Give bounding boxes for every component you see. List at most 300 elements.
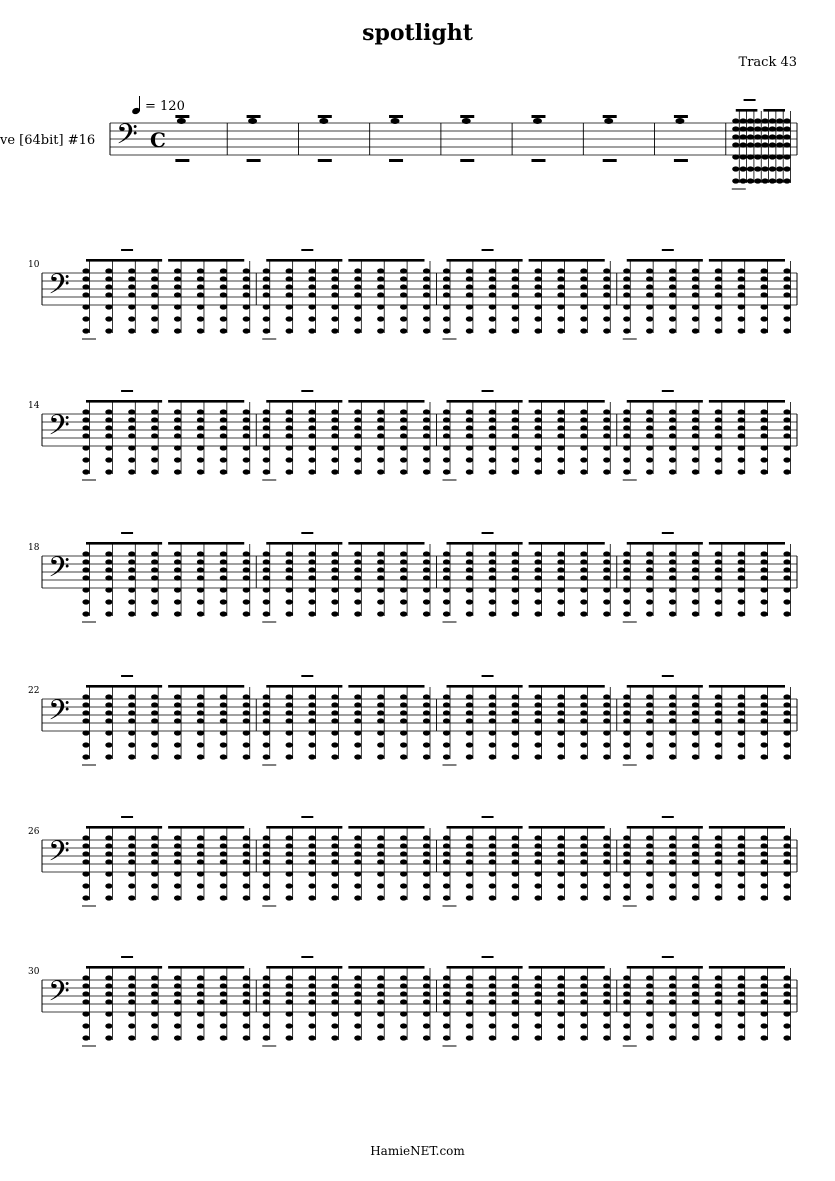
note-head [534, 999, 541, 1004]
note-head [377, 559, 384, 564]
note-head [377, 284, 384, 289]
note-head [761, 883, 768, 888]
note-head [715, 754, 722, 759]
note-head [105, 730, 112, 735]
note-head [692, 457, 699, 462]
note-head [738, 975, 745, 980]
note-head [692, 694, 699, 699]
note-head [747, 178, 754, 183]
note-head [512, 587, 519, 592]
note-head [423, 425, 430, 430]
note-head [197, 409, 204, 414]
note-head [174, 425, 181, 430]
note-head [646, 754, 653, 759]
note-head [308, 599, 315, 604]
note-head [400, 999, 407, 1004]
note-head [331, 871, 338, 876]
note-head [715, 469, 722, 474]
note-head [603, 575, 610, 580]
note-head [220, 433, 227, 438]
note-head [715, 457, 722, 462]
note-head [754, 142, 761, 147]
note-head [603, 1011, 610, 1016]
note-head [308, 469, 315, 474]
note-head [331, 883, 338, 888]
note-head [197, 742, 204, 747]
note-head [443, 587, 450, 592]
note-head [715, 417, 722, 422]
note-head [580, 276, 587, 281]
whole-rest [301, 532, 313, 534]
note-head [603, 284, 610, 289]
note-head [646, 587, 653, 592]
note-head [604, 118, 613, 124]
note-head [738, 304, 745, 309]
note-head [761, 559, 768, 564]
note-head [646, 433, 653, 438]
note-head [732, 118, 739, 123]
note-head [174, 328, 181, 333]
note-head [557, 409, 564, 414]
note-head [243, 843, 250, 848]
note-head [286, 851, 293, 856]
note-head [286, 316, 293, 321]
note-head [400, 1023, 407, 1028]
note-head [761, 425, 768, 430]
note-head [197, 851, 204, 856]
note-head [354, 575, 361, 580]
note-head [776, 142, 783, 147]
note-head [557, 843, 564, 848]
note-head [174, 316, 181, 321]
note-head [557, 1023, 564, 1028]
note-head [761, 587, 768, 592]
note-head [400, 567, 407, 572]
note-head [105, 316, 112, 321]
note-head [174, 304, 181, 309]
note-head [286, 859, 293, 864]
note-head [646, 567, 653, 572]
note-head [197, 559, 204, 564]
note-head [197, 567, 204, 572]
note-head [400, 292, 407, 297]
note-head [243, 469, 250, 474]
note-head [738, 316, 745, 321]
note-head [151, 694, 158, 699]
whole-rest [301, 390, 313, 392]
note-head [623, 316, 630, 321]
note-head [263, 304, 270, 309]
note-head [489, 328, 496, 333]
rest-mark [460, 159, 474, 162]
note-head [692, 883, 699, 888]
note-head [243, 559, 250, 564]
note-head [443, 742, 450, 747]
note-head [754, 166, 761, 171]
note-head [151, 754, 158, 759]
note-head [128, 702, 135, 707]
note-head [197, 445, 204, 450]
note-head [489, 991, 496, 996]
note-head [423, 567, 430, 572]
note-head [669, 551, 676, 556]
beam [168, 542, 244, 545]
note-head [174, 551, 181, 556]
rest-mark [318, 115, 332, 118]
note-head [331, 611, 338, 616]
note-head [489, 895, 496, 900]
whole-rest [301, 816, 313, 818]
note-head [761, 754, 768, 759]
note-head [557, 718, 564, 723]
note-head [783, 1011, 790, 1016]
note-head [580, 991, 587, 996]
note-head [286, 1011, 293, 1016]
note-head [692, 551, 699, 556]
note-head [377, 975, 384, 980]
note-head [263, 991, 270, 996]
note-head [243, 445, 250, 450]
note-head [739, 142, 746, 147]
note-head [400, 895, 407, 900]
note-head [286, 991, 293, 996]
note-head [128, 328, 135, 333]
note-head [783, 611, 790, 616]
note-head [738, 871, 745, 876]
note-head [534, 1023, 541, 1028]
note-head [783, 457, 790, 462]
beam [348, 259, 424, 262]
note-head [220, 1011, 227, 1016]
note-head [761, 142, 768, 147]
note-head [377, 835, 384, 840]
note-head [220, 694, 227, 699]
note-head [423, 835, 430, 840]
note-head [308, 718, 315, 723]
note-head [783, 991, 790, 996]
note-head [580, 567, 587, 572]
note-head [462, 118, 471, 124]
whole-rest [662, 390, 674, 392]
note-head [534, 567, 541, 572]
note-head [557, 851, 564, 856]
note-head [715, 316, 722, 321]
note-head [331, 469, 338, 474]
note-head [331, 284, 338, 289]
note-head [174, 975, 181, 980]
note-head [248, 118, 257, 124]
note-head [308, 292, 315, 297]
note-head [377, 328, 384, 333]
note-head [263, 425, 270, 430]
note-head [443, 851, 450, 856]
beam [168, 685, 244, 688]
note-head [783, 835, 790, 840]
note-head [466, 409, 473, 414]
note-head [308, 328, 315, 333]
note-head [603, 445, 610, 450]
note-head [105, 567, 112, 572]
note-head [105, 268, 112, 273]
note-head [443, 469, 450, 474]
note-head [377, 730, 384, 735]
note-head [354, 284, 361, 289]
note-head [331, 843, 338, 848]
note-head [220, 1035, 227, 1040]
note-head [151, 710, 158, 715]
note-head [761, 983, 768, 988]
note-head [603, 851, 610, 856]
note-head [308, 851, 315, 856]
note-head [197, 304, 204, 309]
note-head [197, 268, 204, 273]
note-head [489, 559, 496, 564]
note-head [286, 409, 293, 414]
note-head [243, 567, 250, 572]
note-head [534, 433, 541, 438]
note-head [354, 1035, 361, 1040]
note-head [151, 883, 158, 888]
beam [266, 826, 342, 829]
note-head [738, 433, 745, 438]
note-head [466, 754, 473, 759]
note-head [151, 575, 158, 580]
note-head [174, 445, 181, 450]
note-head [400, 991, 407, 996]
note-head [197, 433, 204, 438]
note-head [738, 587, 745, 592]
beam [168, 400, 244, 403]
note-head [174, 859, 181, 864]
note-head [623, 425, 630, 430]
note-head [783, 469, 790, 474]
note-head [174, 469, 181, 474]
note-head [197, 328, 204, 333]
note-head [286, 457, 293, 462]
note-head [286, 276, 293, 281]
note-head [82, 851, 89, 856]
note-head [489, 599, 496, 604]
note-head [174, 835, 181, 840]
note-head [331, 445, 338, 450]
note-head [512, 835, 519, 840]
note-head [423, 975, 430, 980]
note-head [243, 983, 250, 988]
note-head [534, 409, 541, 414]
note-head [400, 304, 407, 309]
note-head [715, 587, 722, 592]
note-head [669, 417, 676, 422]
note-head [580, 611, 587, 616]
whole-rest [482, 532, 494, 534]
note-head [400, 1035, 407, 1040]
note-head [603, 702, 610, 707]
note-head [761, 417, 768, 422]
note-head [580, 859, 587, 864]
note-head [308, 895, 315, 900]
note-head [738, 559, 745, 564]
note-head [738, 718, 745, 723]
note-head [400, 316, 407, 321]
note-head [580, 292, 587, 297]
note-head [128, 567, 135, 572]
note-head [623, 991, 630, 996]
note-head [423, 304, 430, 309]
note-head [512, 292, 519, 297]
note-head [423, 742, 430, 747]
note-head [603, 742, 610, 747]
rest-mark [603, 159, 617, 162]
note-head [443, 433, 450, 438]
note-head [646, 871, 653, 876]
note-head [263, 417, 270, 422]
note-head [197, 991, 204, 996]
note-head [738, 575, 745, 580]
note-head [534, 284, 541, 289]
note-head [151, 702, 158, 707]
note-head [220, 276, 227, 281]
note-head [128, 575, 135, 580]
rest-mark [674, 159, 688, 162]
note-head [331, 1035, 338, 1040]
beam [447, 400, 523, 403]
note-head [783, 118, 790, 123]
note-head [738, 859, 745, 864]
note-head [512, 730, 519, 735]
note-head [308, 268, 315, 273]
note-head [82, 559, 89, 564]
note-head [443, 991, 450, 996]
note-head [512, 1023, 519, 1028]
note-head [423, 445, 430, 450]
note-head [286, 843, 293, 848]
note-head [400, 559, 407, 564]
note-head [738, 469, 745, 474]
note-head [308, 1023, 315, 1028]
note-head [105, 991, 112, 996]
note-head [423, 599, 430, 604]
note-head [623, 718, 630, 723]
note-head [557, 871, 564, 876]
note-head [466, 328, 473, 333]
note-head [128, 742, 135, 747]
note-head [331, 851, 338, 856]
note-head [105, 587, 112, 592]
note-head [692, 599, 699, 604]
note-head [128, 316, 135, 321]
note-head [423, 754, 430, 759]
note-head [197, 754, 204, 759]
note-head [783, 304, 790, 309]
note-head [489, 611, 496, 616]
measure-number: 18 [28, 543, 40, 553]
note-head [197, 694, 204, 699]
note-head [423, 991, 430, 996]
note-head [603, 316, 610, 321]
beam [736, 109, 758, 112]
note-head [732, 142, 739, 147]
note-head [692, 983, 699, 988]
note-head [466, 730, 473, 735]
note-head [761, 551, 768, 556]
note-head [197, 575, 204, 580]
note-head [263, 859, 270, 864]
note-head [761, 166, 768, 171]
note-head [308, 587, 315, 592]
whole-rest [482, 249, 494, 251]
note-head [669, 1035, 676, 1040]
note-head [732, 126, 739, 131]
whole-rest [662, 956, 674, 958]
note-head [489, 316, 496, 321]
note-head [174, 1035, 181, 1040]
note-head [128, 292, 135, 297]
note-head [331, 292, 338, 297]
note-head [377, 1023, 384, 1028]
note-head [151, 316, 158, 321]
note-head [354, 702, 361, 707]
note-head [128, 1011, 135, 1016]
note-head [423, 469, 430, 474]
note-head [692, 975, 699, 980]
note-head [534, 587, 541, 592]
time-signature: C [150, 128, 166, 152]
note-head [423, 433, 430, 438]
note-head [623, 895, 630, 900]
note-head [423, 284, 430, 289]
note-head [623, 843, 630, 848]
note-head [174, 409, 181, 414]
note-head [82, 694, 89, 699]
note-head [82, 575, 89, 580]
note-head [105, 742, 112, 747]
note-head [151, 742, 158, 747]
note-head [286, 871, 293, 876]
note-head [82, 409, 89, 414]
note-head [534, 991, 541, 996]
note-head [534, 702, 541, 707]
note-head [243, 999, 250, 1004]
note-head [82, 284, 89, 289]
note-head [400, 710, 407, 715]
beam [447, 542, 523, 545]
note-head [128, 551, 135, 556]
note-head [331, 559, 338, 564]
note-head [286, 445, 293, 450]
note-head [761, 154, 768, 159]
note-head [220, 742, 227, 747]
note-head [489, 284, 496, 289]
note-head [646, 304, 653, 309]
note-head [692, 328, 699, 333]
note-head [263, 975, 270, 980]
note-head [580, 742, 587, 747]
note-head [646, 469, 653, 474]
note-head [128, 284, 135, 289]
note-head [783, 166, 790, 171]
note-head [466, 859, 473, 864]
note-head [489, 983, 496, 988]
note-head [646, 843, 653, 848]
note-head [623, 883, 630, 888]
note-head [557, 702, 564, 707]
note-head [783, 575, 790, 580]
note-head [783, 983, 790, 988]
note-head [669, 843, 676, 848]
note-head [105, 710, 112, 715]
note-head [534, 611, 541, 616]
note-head [534, 1035, 541, 1040]
